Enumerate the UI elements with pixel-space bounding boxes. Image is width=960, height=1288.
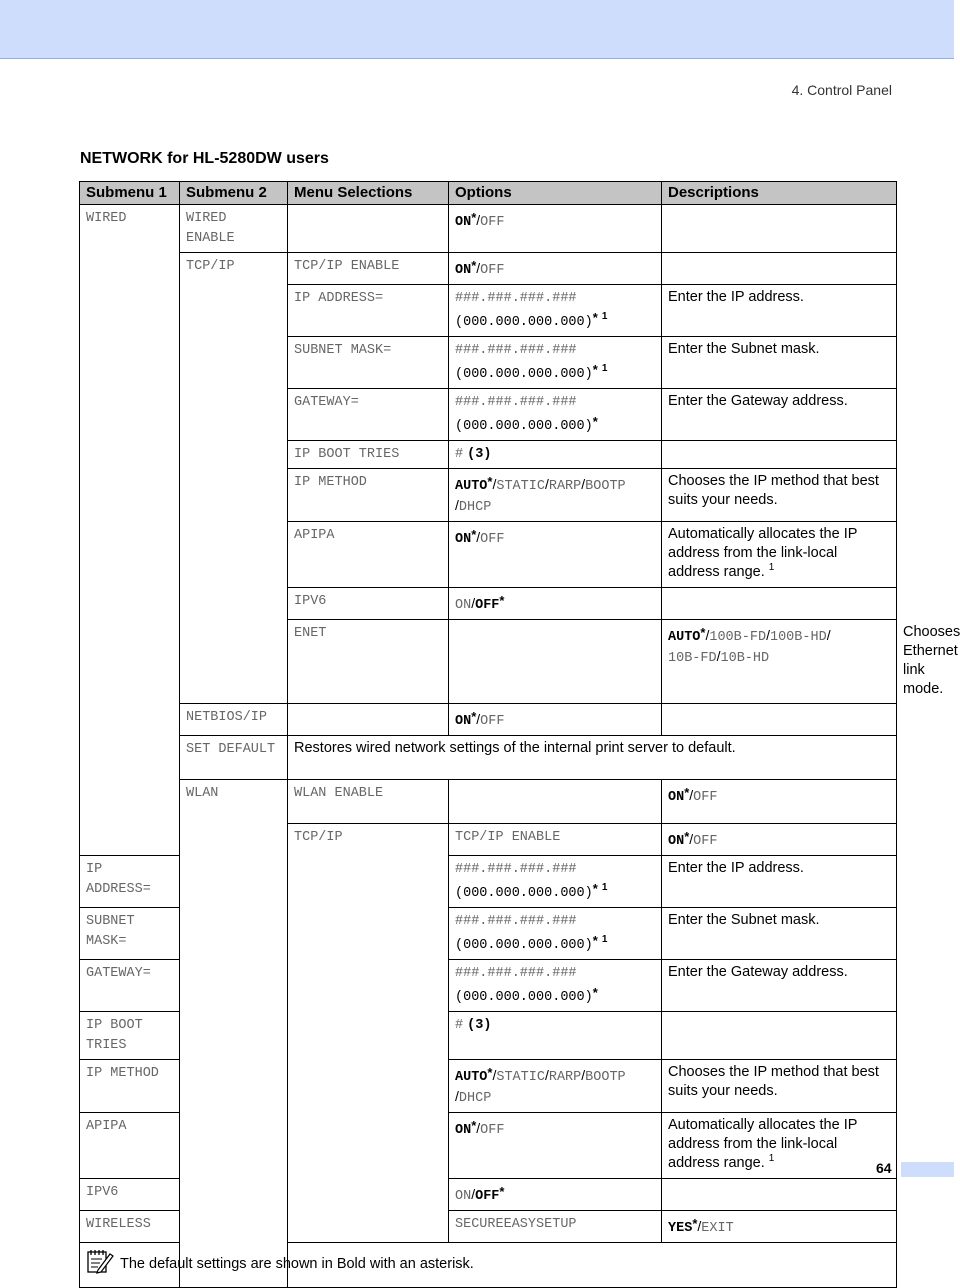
submenu2-cell <box>288 780 449 824</box>
description-text: Enter the IP address. <box>668 860 804 876</box>
default-option: (000.000.000.000) <box>455 315 593 330</box>
footnote-ref: 1 <box>601 882 608 894</box>
menu-label: IP BOOT TRIES <box>86 1018 143 1053</box>
option: ON <box>455 1189 472 1204</box>
table-row <box>80 736 897 780</box>
options-cell <box>449 441 662 469</box>
description-text: Enter the Gateway address. <box>668 964 848 980</box>
col-header-options: Options <box>449 182 662 205</box>
col-header-submenu-1: Submenu 1 <box>80 182 180 205</box>
submenu2-label: TCP/IP <box>294 830 343 845</box>
description-cell <box>662 856 897 908</box>
submenu2-label: TCP/IP <box>186 259 235 274</box>
footnote-ref: 1 <box>601 363 608 375</box>
submenu2-label: NETBIOS/IP <box>186 710 268 725</box>
options-cell <box>449 337 662 389</box>
options-cell <box>449 1179 662 1211</box>
option-mask: ###.###.###.### <box>455 291 577 306</box>
submenu1-cell <box>80 205 180 856</box>
network-menu-table <box>79 181 960 1288</box>
chapter-label: 4. Control Panel <box>791 82 892 98</box>
separator: / <box>455 497 459 513</box>
table-row <box>80 205 897 253</box>
separator: / <box>471 1186 476 1202</box>
default-option: (000.000.000.000) <box>455 419 593 434</box>
description-text: Automatically allocates the IP address from the link-local address range. <box>668 1117 858 1171</box>
asterisk: * <box>700 625 706 640</box>
options-cell <box>449 704 662 736</box>
menu-cell <box>449 780 662 824</box>
default-option: ON <box>455 215 472 230</box>
footnote-ref: 1 <box>768 562 775 574</box>
separator: / <box>476 1120 481 1136</box>
option: DHCP <box>458 500 492 515</box>
asterisk: * <box>487 474 493 489</box>
submenu2-label: WIRELESS <box>86 1217 151 1232</box>
menu-cell <box>80 1179 180 1211</box>
description-text: Chooses the IP method that best suits your needs. <box>668 473 879 508</box>
default-option: (000.000.000.000) <box>455 886 593 901</box>
default-option: (3) <box>467 1018 492 1033</box>
menu-cell <box>288 441 449 469</box>
option: OFF <box>693 790 718 805</box>
option: OFF <box>480 215 505 230</box>
menu-label: SECUREEASYSETUP <box>455 1217 577 1232</box>
note-pad-icon <box>86 1248 114 1280</box>
menu-cell <box>80 1113 180 1179</box>
page-number: 64 <box>876 1160 892 1176</box>
options-cell <box>662 620 897 704</box>
option: ON <box>455 598 472 613</box>
menu-label: IP ADDRESS= <box>294 291 384 306</box>
options-cell <box>449 856 662 908</box>
menu-cell <box>80 1012 180 1060</box>
menu-label: TCP/IP ENABLE <box>294 259 400 274</box>
menu-cell <box>288 704 449 736</box>
description-cell <box>662 522 897 588</box>
options-cell <box>449 389 662 441</box>
submenu2-cell <box>288 620 449 704</box>
asterisk: * <box>592 414 598 429</box>
menu-cell <box>288 253 449 285</box>
option-mask: # <box>455 1018 464 1033</box>
option-mask: ###.###.###.### <box>455 966 577 981</box>
options-cell <box>449 253 662 285</box>
submenu1-cell <box>180 780 288 1288</box>
menu-cell <box>80 856 180 908</box>
menu-label: IPV6 <box>86 1185 119 1200</box>
options-cell <box>449 522 662 588</box>
section-heading: NETWORK for HL-5280DW users <box>80 150 329 167</box>
asterisk: * <box>471 709 477 724</box>
separator: / <box>581 1067 586 1083</box>
description-cell <box>662 205 897 253</box>
option: STATIC <box>496 1070 545 1085</box>
asterisk: * <box>487 1065 493 1080</box>
description-text: Restores wired network settings of the internal print server to default. <box>294 740 736 756</box>
default-option: ON <box>455 263 472 278</box>
footnote-ref: 1 <box>601 311 608 323</box>
separator: / <box>476 529 481 545</box>
menu-label: APIPA <box>294 528 335 543</box>
separator: / <box>826 627 831 643</box>
default-option: (3) <box>467 447 492 462</box>
asterisk: * <box>471 1118 477 1133</box>
menu-cell <box>80 1060 180 1113</box>
note-text: The default settings are shown in Bold with an asterisk. <box>120 1255 474 1272</box>
menu-label: GATEWAY= <box>294 395 359 410</box>
asterisk: * <box>592 310 598 325</box>
asterisk: * <box>592 933 598 948</box>
description-text: Chooses the IP method that best suits your needs. <box>668 1064 879 1099</box>
default-option: OFF <box>475 1189 500 1204</box>
options-cell <box>662 780 897 824</box>
description-text: Enter the Subnet mask. <box>668 341 820 357</box>
options-cell <box>449 1060 662 1113</box>
header-band <box>0 0 954 59</box>
description-cell <box>662 1060 897 1113</box>
default-option: (000.000.000.000) <box>455 938 593 953</box>
description-cell <box>662 389 897 441</box>
menu-cell <box>288 285 449 337</box>
separator: / <box>544 476 549 492</box>
col-header-menu-selections: Menu Selections <box>288 182 449 205</box>
submenu2-label: SET DEFAULT <box>186 742 276 757</box>
default-option: (000.000.000.000) <box>455 990 593 1005</box>
asterisk: * <box>684 785 690 800</box>
menu-cell <box>288 205 449 253</box>
menu-label: SUBNET MASK= <box>294 343 392 358</box>
option: OFF <box>480 714 505 729</box>
description-cell <box>288 736 897 780</box>
description-text: Enter the Gateway address. <box>668 393 848 409</box>
option: BOOTP <box>585 1070 626 1085</box>
description-text: Enter the Subnet mask. <box>668 912 820 928</box>
option: 100B-HD <box>769 630 827 645</box>
col-header-submenu-2: Submenu 2 <box>180 182 288 205</box>
option: 10B-HD <box>720 651 770 666</box>
submenu2-cell <box>180 704 288 736</box>
options-cell <box>449 285 662 337</box>
description-cell <box>662 253 897 285</box>
col-header-descriptions: Descriptions <box>662 182 897 205</box>
default-option: ON <box>455 714 472 729</box>
menu-label: IP METHOD <box>294 475 367 490</box>
description-cell <box>662 704 897 736</box>
submenu1-label: WIRED <box>86 211 127 226</box>
asterisk: * <box>471 258 477 273</box>
separator: / <box>544 1067 549 1083</box>
option: OFF <box>693 834 718 849</box>
description-cell <box>662 1113 897 1179</box>
default-option: AUTO <box>455 1070 488 1085</box>
separator: / <box>455 1088 459 1104</box>
menu-label: IP METHOD <box>86 1066 159 1081</box>
separator: / <box>471 595 476 611</box>
submenu2-cell <box>80 1211 180 1243</box>
page-tab-marker <box>901 1162 954 1177</box>
separator: / <box>689 831 694 847</box>
option: 10B-FD <box>668 651 717 666</box>
submenu2-cell <box>180 253 288 704</box>
options-cell <box>449 205 662 253</box>
menu-label: GATEWAY= <box>86 966 151 981</box>
asterisk: * <box>684 829 690 844</box>
description-cell <box>662 469 897 522</box>
menu-label: SUBNET MASK= <box>86 914 135 949</box>
description-cell <box>662 1179 897 1211</box>
option: BOOTP <box>585 479 626 494</box>
menu-label: IP ADDRESS= <box>86 862 151 897</box>
option: OFF <box>480 1123 505 1138</box>
description-cell <box>662 960 897 1012</box>
option: OFF <box>480 263 505 278</box>
submenu2-label: WLAN ENABLE <box>294 786 384 801</box>
separator: / <box>705 627 710 643</box>
menu-cell <box>288 469 449 522</box>
default-option: OFF <box>475 598 500 613</box>
separator: / <box>492 476 497 492</box>
option: DHCP <box>458 1091 492 1106</box>
default-option: ON <box>668 834 685 849</box>
description-cell <box>662 1012 897 1060</box>
asterisk: * <box>471 210 477 225</box>
option-mask: ###.###.###.### <box>455 395 577 410</box>
option-mask: ###.###.###.### <box>455 862 577 877</box>
options-cell <box>449 908 662 960</box>
submenu2-label: ENET <box>294 626 327 641</box>
option-mask: # <box>455 447 464 462</box>
options-cell <box>662 1211 897 1243</box>
option: RARP <box>548 1070 582 1085</box>
table-row <box>80 253 897 285</box>
asterisk: * <box>592 985 598 1000</box>
default-option: ON <box>455 532 472 547</box>
options-cell <box>449 960 662 1012</box>
option: STATIC <box>496 479 545 494</box>
separator: / <box>476 212 481 228</box>
submenu1-label: WLAN <box>186 786 219 801</box>
menu-label: IP BOOT TRIES <box>294 447 400 462</box>
separator: / <box>697 1218 702 1234</box>
default-option: AUTO <box>668 630 701 645</box>
option: RARP <box>548 479 582 494</box>
description-text: Automatically allocates the IP address from the link-local address range. <box>668 526 858 580</box>
description-text: Enter the IP address. <box>668 289 804 305</box>
separator: / <box>689 787 694 803</box>
submenu2-cell <box>180 736 288 780</box>
default-option: (000.000.000.000) <box>455 367 593 382</box>
menu-cell <box>449 824 662 856</box>
menu-cell <box>449 620 662 704</box>
table-header-row <box>80 182 897 205</box>
table-row <box>80 780 897 824</box>
menu-label: APIPA <box>86 1119 127 1134</box>
menu-cell <box>288 389 449 441</box>
options-cell <box>449 1113 662 1179</box>
asterisk: * <box>592 362 598 377</box>
description-cell <box>662 588 897 620</box>
default-option: AUTO <box>455 479 488 494</box>
separator: / <box>476 711 481 727</box>
option-mask: ###.###.###.### <box>455 914 577 929</box>
option: 100B-FD <box>709 630 767 645</box>
menu-cell <box>449 1211 662 1243</box>
table-row <box>80 704 897 736</box>
separator: / <box>766 627 770 643</box>
option: OFF <box>480 532 505 547</box>
separator: / <box>716 648 721 664</box>
asterisk: * <box>592 881 598 896</box>
asterisk: * <box>499 1184 505 1199</box>
separator: / <box>492 1067 497 1083</box>
submenu2-cell <box>180 205 288 253</box>
menu-cell <box>288 337 449 389</box>
asterisk: * <box>692 1216 698 1231</box>
submenu2-cell <box>288 824 449 1243</box>
default-option: ON <box>455 1123 472 1138</box>
menu-cell <box>288 522 449 588</box>
submenu2-label: WIRED ENABLE <box>186 211 235 246</box>
footnote-ref: 1 <box>601 934 608 946</box>
menu-label: TCP/IP ENABLE <box>455 830 561 845</box>
description-cell <box>662 285 897 337</box>
description-text: Chooses Ethernet link mode. <box>903 624 960 697</box>
options-cell <box>449 469 662 522</box>
separator: / <box>476 260 481 276</box>
menu-cell <box>80 908 180 960</box>
note-row <box>80 1243 897 1288</box>
options-cell <box>449 588 662 620</box>
asterisk: * <box>471 527 477 542</box>
options-cell <box>662 824 897 856</box>
description-cell <box>662 908 897 960</box>
options-cell <box>449 1012 662 1060</box>
description-cell <box>662 337 897 389</box>
menu-cell <box>80 960 180 1012</box>
default-option: ON <box>668 790 685 805</box>
menu-cell <box>288 588 449 620</box>
description-cell <box>662 441 897 469</box>
footnote-ref: 1 <box>768 1153 775 1165</box>
option: EXIT <box>701 1221 734 1236</box>
note-cell <box>80 1243 897 1288</box>
separator: / <box>581 476 586 492</box>
option-mask: ###.###.###.### <box>455 343 577 358</box>
menu-label: IPV6 <box>294 594 327 609</box>
default-option: YES <box>668 1221 693 1236</box>
asterisk: * <box>499 593 505 608</box>
